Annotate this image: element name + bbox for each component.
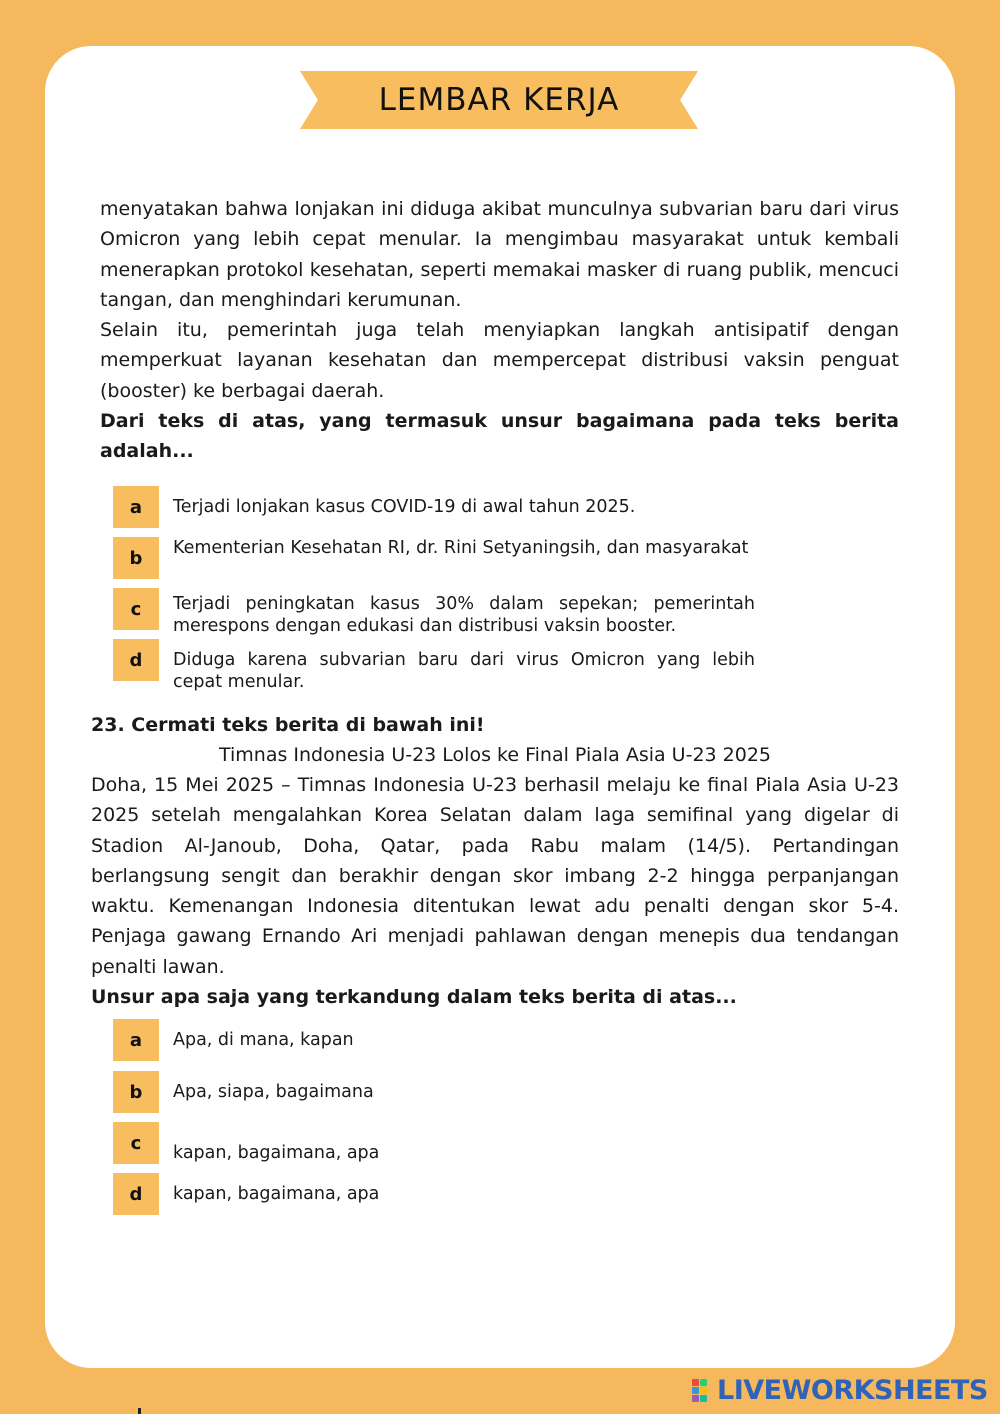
q22-option-d[interactable]	[113, 639, 755, 692]
option-text: Apa, di mana, kapan	[173, 1030, 354, 1050]
q22-question: Dari teks di atas, yang termasuk unsur bagaimana pada teks berita adalah...	[100, 410, 899, 463]
option-letter: c	[113, 588, 159, 630]
q22-paragraph-1: menyatakan bahwa lonjakan ini diduga akibat munculnya subvarian baru dari virus Omicron yang lebih cepat menular. Ia mengimbau masyarakat untuk kembali menerapkan protokol kesehatan, seperti memakai masker di ruang publik, mencuci tangan, dan menghindari kerumunan.	[100, 198, 899, 311]
q22-option-a[interactable]	[113, 486, 636, 528]
option-letter: b	[113, 537, 159, 579]
option-text: Kementerian Kesehatan RI, dr. Rini Setyaningsih, dan masyarakat	[173, 538, 749, 558]
q22-paragraph-2: Selain itu, pemerintah juga telah menyiapkan langkah antisipatif dengan memperkuat layanan kesehatan dan mempercepat distribusi vaksin penguat (booster) ke berbagai daerah.	[100, 319, 899, 402]
option-letter: a	[113, 486, 159, 528]
option-letter: b	[113, 1071, 159, 1113]
q23-option-c[interactable]	[113, 1122, 380, 1164]
news-body: Doha, 15 Mei 2025 – Timnas Indonesia U-23 berhasil melaju ke final Piala Asia U-23 2025 setelah mengalahkan Korea Selatan dalam laga semifinal yang digelar di Stadion Al-Janoub, Doha, Qatar, pada Rabu malam (14/5). Pertandingan berlangsung sengit dan berakhir dengan skor imbang 2-2 hingga perpanjangan waktu. Kemenangan Indonesia ditentukan lewat adu penalti dengan skor 5-4. Penjaga gawang Ernando Ari menjadi pahlawan dengan menepis dua tendangan penalti lawan.	[91, 774, 899, 978]
option-text: Diduga karena subvarian baru dari virus Omicron yang lebih cepat menular.	[173, 650, 755, 692]
q23-option-d[interactable]	[113, 1173, 380, 1215]
option-letter: d	[113, 1173, 159, 1215]
option-text: kapan, bagaimana, apa	[173, 1184, 380, 1204]
q23-heading: 23. Cermati teks berita di bawah ini!	[91, 714, 485, 736]
option-text: kapan, bagaimana, apa	[173, 1143, 380, 1163]
q23-option-a[interactable]	[113, 1019, 354, 1061]
news-title: Timnas Indonesia U-23 Lolos ke Final Piala Asia U-23 2025	[218, 744, 772, 766]
liveworksheets-logo[interactable]	[692, 1374, 988, 1406]
option-letter: d	[113, 639, 159, 681]
option-text: Terjadi lonjakan kasus COVID-19 di awal tahun 2025.	[173, 497, 636, 517]
q23-question: Unsur apa saja yang terkandung dalam teks berita di atas...	[91, 986, 737, 1008]
liveworksheets-wordmark: LIVEWORKSHEETS	[717, 1374, 988, 1406]
liveworksheets-blocks-icon	[692, 1377, 714, 1403]
q22-option-c[interactable]	[113, 588, 755, 636]
option-letter: c	[113, 1122, 159, 1164]
option-text: Apa, siapa, bagaimana	[173, 1082, 374, 1102]
option-text: Terjadi peningkatan kasus 30% dalam sepekan; pemerintah merespons dengan edukasi dan distribusi vaksin booster.	[173, 594, 755, 636]
q23-option-b[interactable]	[113, 1071, 374, 1113]
q22-option-b[interactable]	[113, 537, 749, 579]
page-title: LEMBAR KERJA	[378, 82, 620, 118]
option-letter: a	[113, 1019, 159, 1061]
edge-mark	[138, 1408, 141, 1414]
